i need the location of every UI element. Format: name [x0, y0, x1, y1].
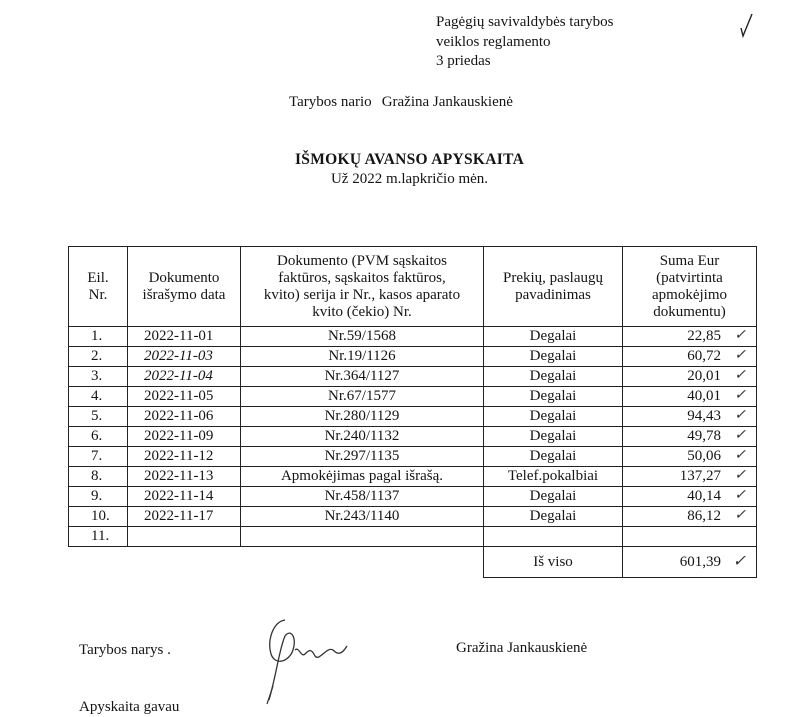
- row-sum: [623, 407, 757, 427]
- row-item: Degalai: [484, 487, 623, 507]
- row-item: [484, 527, 623, 547]
- row-sum: [623, 467, 757, 487]
- header-document: [241, 247, 484, 327]
- advance-report-table: [68, 246, 757, 578]
- row-item: Degalai: [484, 447, 623, 467]
- row-item: Degalai: [484, 507, 623, 527]
- row-no: 1.: [69, 327, 128, 347]
- total-spacer: [69, 547, 128, 578]
- check-mark-icon: ✓: [734, 508, 746, 523]
- header-item-line: pavadinimas: [515, 286, 591, 303]
- total-spacer: [128, 547, 241, 578]
- row-sum: [623, 327, 757, 347]
- row-no: 3.: [69, 367, 128, 387]
- sum-value: 94,43: [687, 408, 721, 424]
- header-no-line: Nr.: [88, 286, 108, 303]
- row-sum: [623, 387, 757, 407]
- row-date: 2022-11-05: [128, 387, 241, 407]
- header-line-2: veiklos reglamento: [436, 33, 551, 50]
- header-no-line: Eil.: [87, 269, 109, 286]
- row-date: 2022-11-04: [128, 367, 241, 387]
- row-no: 7.: [69, 447, 128, 467]
- row-document: [241, 527, 484, 547]
- corner-check-mark-icon: [738, 12, 754, 44]
- row-no: 10.: [69, 507, 128, 527]
- table-row: [69, 387, 757, 407]
- total-row: [69, 547, 757, 578]
- row-date: 2022-11-09: [128, 427, 241, 447]
- row-no: 11.: [69, 527, 128, 547]
- member-name: Gražina Jankauskienė: [381, 94, 513, 110]
- row-item: Telef.pokalbiai: [484, 467, 623, 487]
- row-document: Nr.297/1135: [241, 447, 484, 467]
- row-sum: [623, 367, 757, 387]
- header-date-line: Dokumento: [148, 269, 220, 286]
- row-item: Degalai: [484, 367, 623, 387]
- row-sum: [623, 447, 757, 467]
- row-date: 2022-11-12: [128, 447, 241, 467]
- sum-value: 40,01: [687, 388, 721, 404]
- table-row: [69, 327, 757, 347]
- row-item: Degalai: [484, 407, 623, 427]
- receipt-line: Apyskaita gavau: [79, 699, 180, 715]
- row-document: Nr.59/1568: [241, 327, 484, 347]
- row-sum: [623, 527, 757, 547]
- header-doc-line: kvito) serija ir Nr., kasos aparato: [263, 286, 461, 303]
- row-date: 2022-11-13: [128, 467, 241, 487]
- row-no: 8.: [69, 467, 128, 487]
- sum-value: 86,12: [687, 508, 721, 524]
- header-no: [69, 247, 128, 327]
- check-mark-icon: ✓: [734, 428, 746, 443]
- table-row: [69, 427, 757, 447]
- table-row: [69, 367, 757, 387]
- row-item: Degalai: [484, 347, 623, 367]
- document-title: IŠMOKŲ AVANSO APYSKAITA: [294, 151, 525, 168]
- row-item: Degalai: [484, 327, 623, 347]
- row-document: Nr.364/1127: [241, 367, 484, 387]
- header-doc-line: Dokumento (PVM sąskaitos: [277, 252, 447, 269]
- check-mark-icon: ✓: [734, 388, 746, 403]
- row-no: 4.: [69, 387, 128, 407]
- row-date: 2022-11-14: [128, 487, 241, 507]
- row-date: 2022-11-06: [128, 407, 241, 427]
- header-line-3: 3 priedas: [436, 53, 491, 69]
- table-row: [69, 487, 757, 507]
- row-item: Degalai: [484, 427, 623, 447]
- row-document: Nr.67/1577: [241, 387, 484, 407]
- header-sum-line: (patvirtinta: [656, 269, 723, 286]
- table-row: [69, 347, 757, 367]
- total-value: 601,39: [679, 553, 721, 570]
- row-document: Nr.280/1129: [241, 407, 484, 427]
- sum-value: 60,72: [687, 348, 721, 364]
- row-no: 9.: [69, 487, 128, 507]
- table-row: [69, 407, 757, 427]
- header-sum-line: apmokėjimo: [652, 286, 727, 303]
- row-sum: [623, 487, 757, 507]
- handwritten-signature-icon: [255, 610, 365, 716]
- header-item: [484, 247, 623, 327]
- header-sum-line: dokumentu): [653, 303, 726, 320]
- row-item: Degalai: [484, 387, 623, 407]
- appendix-header: [436, 13, 613, 72]
- header-date-line: išrašymo data: [142, 286, 226, 303]
- row-document: Nr.243/1140: [241, 507, 484, 527]
- table-header-row: [69, 247, 757, 327]
- check-mark-icon: ✓: [734, 368, 746, 383]
- header-date: [128, 247, 241, 327]
- check-mark-icon: ✓: [734, 488, 746, 503]
- document-subtitle: Už 2022 m.lapkričio mėn.: [330, 171, 489, 187]
- header-sum: [623, 247, 757, 327]
- member-label: Tarybos nario: [289, 94, 372, 110]
- header-doc-line: faktūros, sąskaitos faktūros,: [278, 269, 446, 286]
- table-row: [69, 467, 757, 487]
- sum-value: 20,01: [687, 368, 721, 384]
- table-row: [69, 527, 757, 547]
- row-document: Apmokėjimas pagal išrašą.: [241, 467, 484, 487]
- row-date: 2022-11-03: [128, 347, 241, 367]
- sum-value: 22,85: [687, 328, 721, 344]
- check-mark-icon: ✓: [734, 408, 746, 423]
- header-sum-line: Suma Eur: [659, 252, 720, 269]
- row-document: Nr.19/1126: [241, 347, 484, 367]
- member-line: [289, 93, 513, 112]
- total-sum: [623, 547, 757, 578]
- signature-name: Gražina Jankauskienė: [456, 640, 588, 656]
- row-no: 2.: [69, 347, 128, 367]
- header-line-1: Pagėgių savivaldybės tarybos: [436, 14, 614, 30]
- signature-label: Tarybos narys .: [79, 642, 171, 658]
- row-date: 2022-11-17: [128, 507, 241, 527]
- check-mark-icon: ✓: [734, 448, 746, 463]
- sum-value: 50,06: [687, 448, 721, 464]
- check-mark-icon: ✓: [734, 348, 746, 363]
- total-spacer: [241, 547, 484, 578]
- row-document: Nr.240/1132: [241, 427, 484, 447]
- header-doc-line: kvito (čekio) Nr.: [312, 303, 412, 320]
- check-mark-icon: ✓: [734, 328, 746, 343]
- row-document: Nr.458/1137: [241, 487, 484, 507]
- sum-value: 137,27: [679, 468, 721, 484]
- table-row: [69, 447, 757, 467]
- table-row: [69, 507, 757, 527]
- row-sum: [623, 347, 757, 367]
- row-date: [128, 527, 241, 547]
- total-label: Iš viso: [484, 547, 623, 578]
- check-mark-icon: ✓: [732, 553, 746, 570]
- row-sum: [623, 427, 757, 447]
- row-no: 6.: [69, 427, 128, 447]
- row-date: 2022-11-01: [128, 327, 241, 347]
- sum-value: 49,78: [687, 428, 721, 444]
- sum-value: 40,14: [687, 488, 721, 504]
- check-mark-icon: ✓: [734, 468, 746, 483]
- row-no: 5.: [69, 407, 128, 427]
- header-item-line: Prekių, paslaugų: [503, 269, 603, 286]
- row-sum: [623, 507, 757, 527]
